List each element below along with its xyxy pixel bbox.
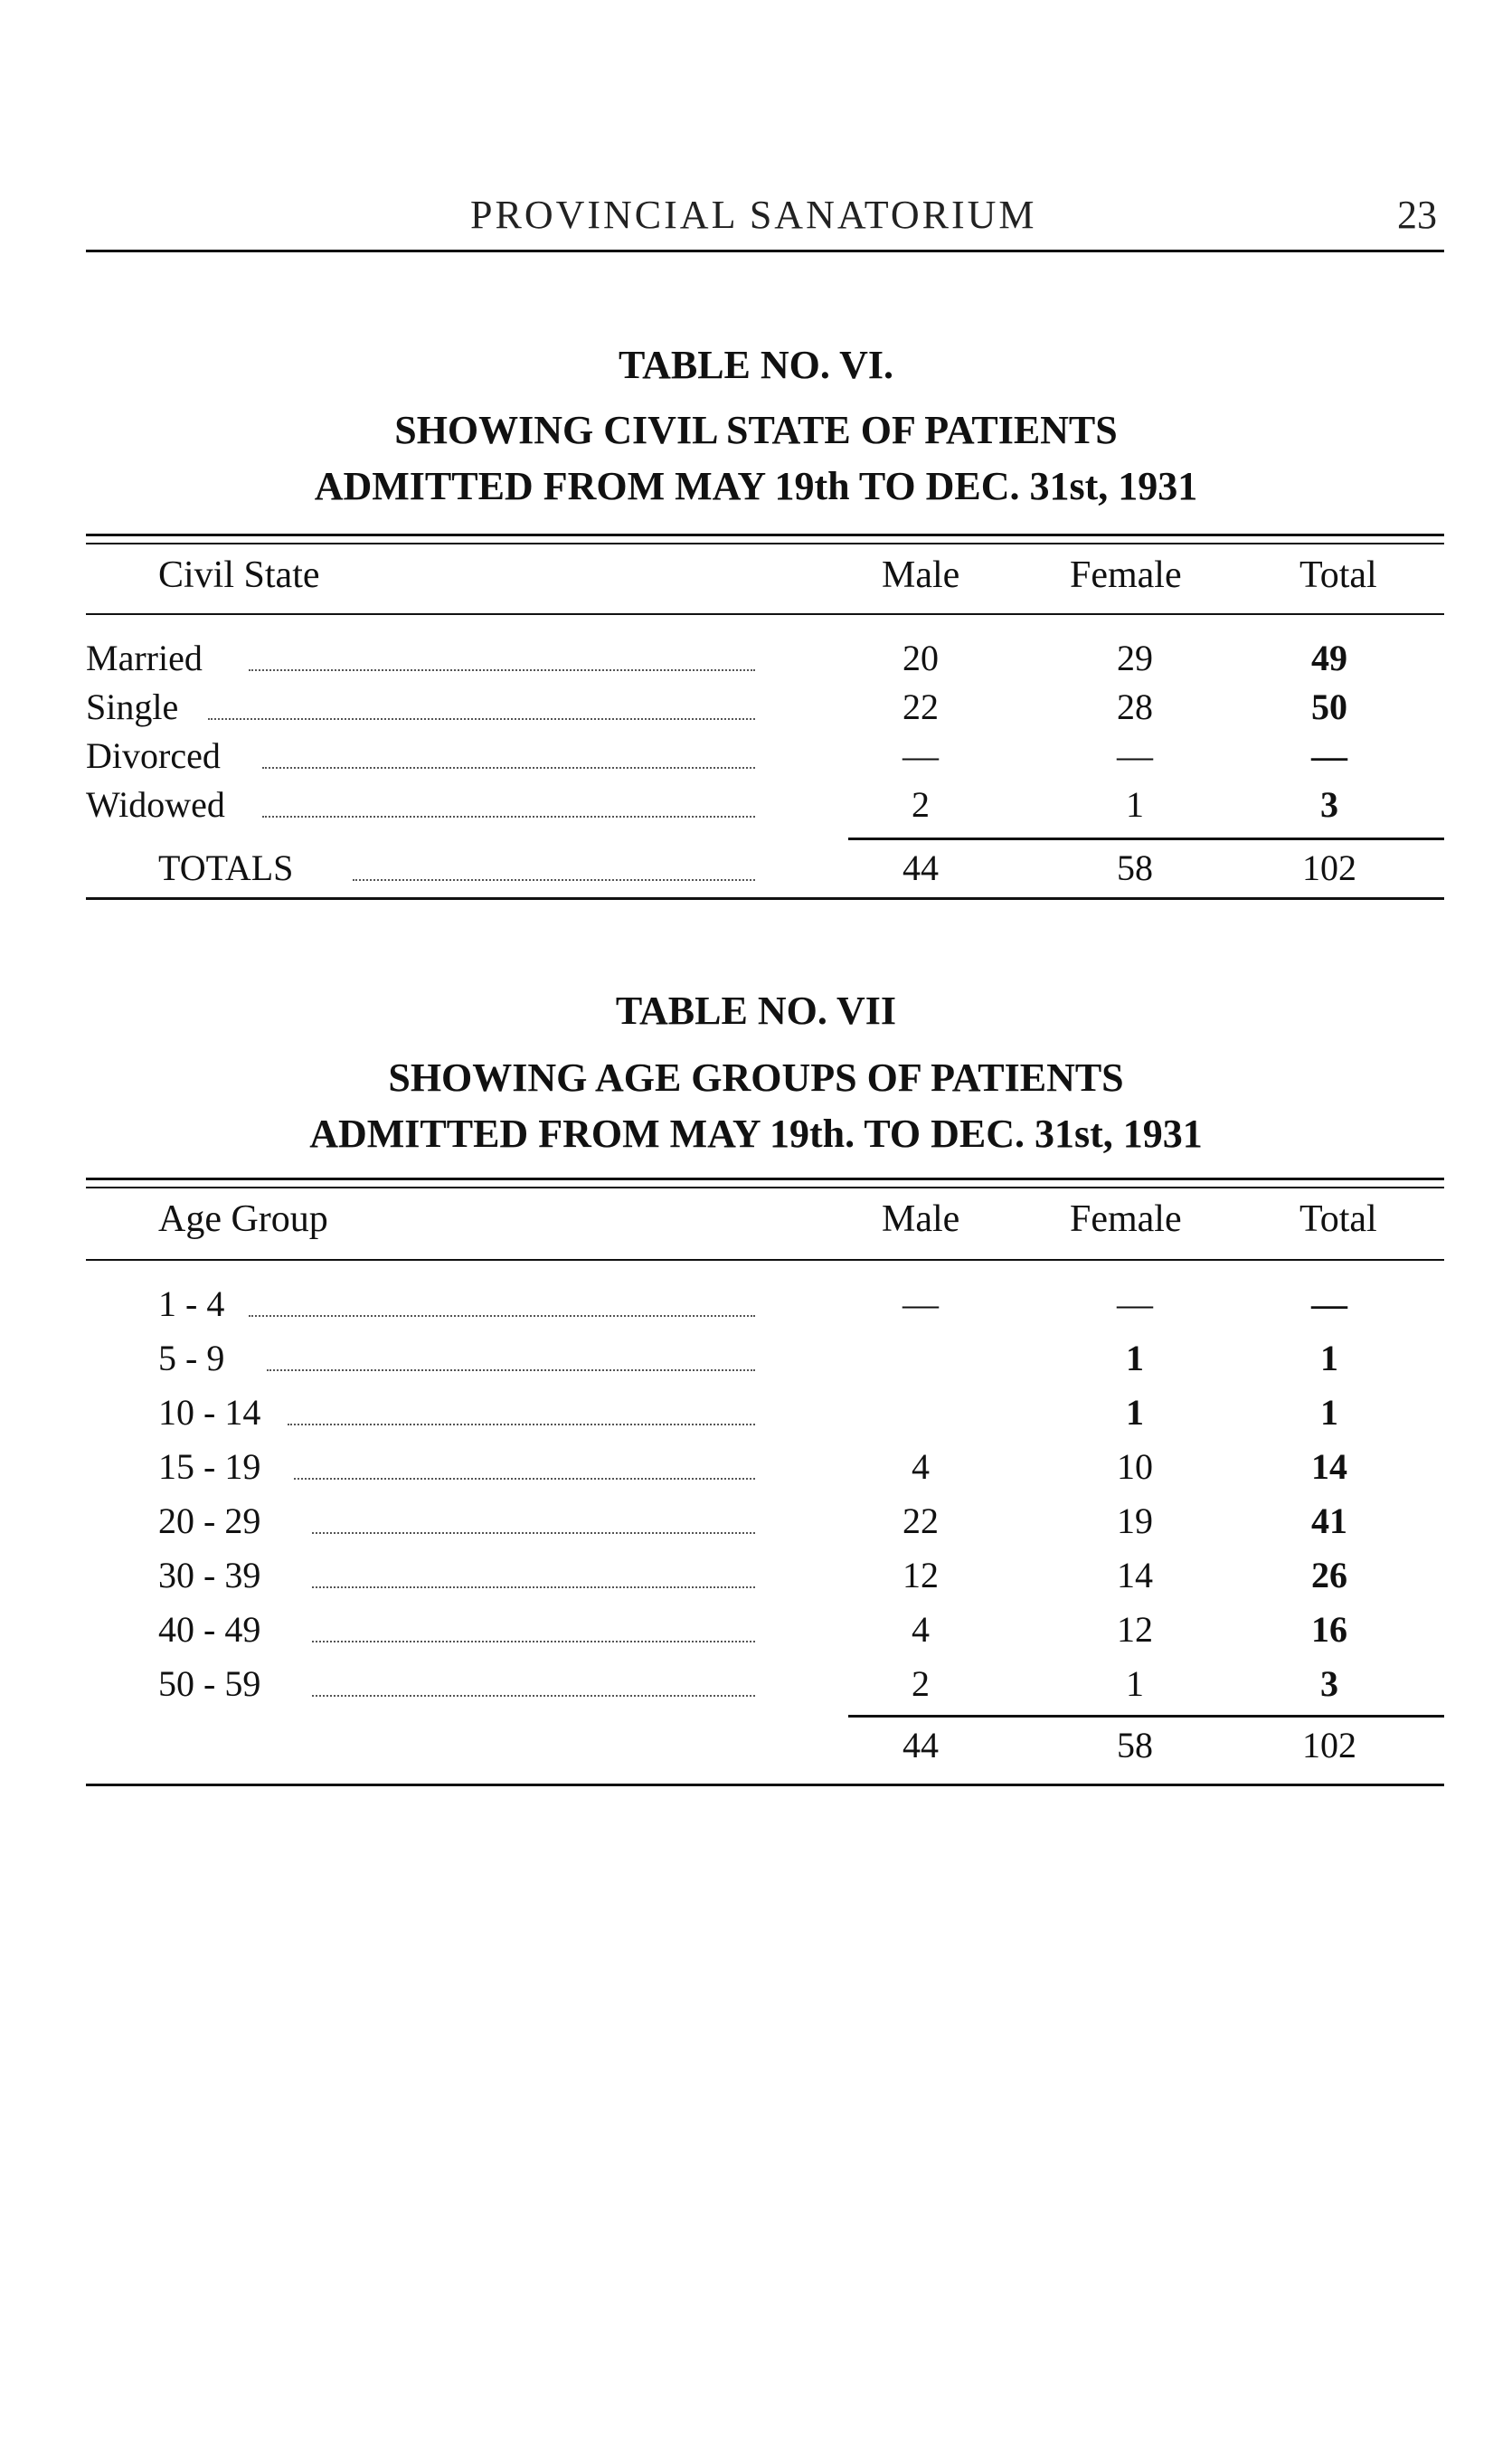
table7-col-female: Female: [1070, 1198, 1182, 1240]
table7-row-label: 10 - 14: [158, 1392, 261, 1433]
table7-cell: 1: [1126, 1663, 1144, 1704]
table6-sum-rule: [848, 838, 1444, 840]
table7-cell: 4: [912, 1609, 930, 1650]
table6-cell: 29: [1117, 638, 1153, 678]
dot-leader: [312, 1641, 755, 1642]
table7-total-cell: 102: [1302, 1725, 1356, 1765]
dot-leader: [288, 1424, 755, 1425]
table7-cell: 26: [1311, 1555, 1347, 1595]
table7-row-label: 30 - 39: [158, 1555, 261, 1595]
table7-cell: 1: [1320, 1392, 1338, 1433]
table7-row-label: 5 - 9: [158, 1338, 225, 1378]
running-title: PROVINCIAL SANATORIUM: [470, 193, 1037, 237]
dot-leader: [249, 669, 755, 671]
table6-cell: 1: [1126, 784, 1144, 825]
dot-leader: [312, 1532, 755, 1534]
table6-row-label: Married: [86, 638, 203, 678]
table7-cell: 12: [902, 1555, 939, 1595]
table7-cell: 4: [912, 1446, 930, 1487]
table6-cell: —: [1311, 735, 1347, 776]
table7-cell: 2: [912, 1663, 930, 1704]
table7-cell: 1: [1126, 1392, 1144, 1433]
table6-cell: 28: [1117, 686, 1153, 727]
table6-cell: 50: [1311, 686, 1347, 727]
table7-cell: 41: [1311, 1500, 1347, 1541]
table7-top-rule-2: [86, 1187, 1444, 1188]
dot-leader: [208, 718, 755, 720]
header-rule: [86, 250, 1444, 252]
table7-cell: —: [902, 1283, 939, 1324]
table6-cell: 3: [1320, 784, 1338, 825]
table7-bottom-rule: [86, 1784, 1444, 1786]
table6-cell: 20: [902, 638, 939, 678]
table7-cell: 22: [902, 1500, 939, 1541]
table6-col-total: Total: [1299, 554, 1377, 596]
table6-cell: —: [902, 735, 939, 776]
table6-totals-label: TOTALS: [158, 847, 294, 888]
table6-row-label: Widowed: [86, 784, 225, 825]
table7-cell: 1: [1126, 1338, 1144, 1378]
table7-top-rule: [86, 1178, 1444, 1180]
table6-cell: 2: [912, 784, 930, 825]
table6-subtitle-2: ADMITTED FROM MAY 19th TO DEC. 31st, 1931: [314, 464, 1198, 508]
table6-top-rule: [86, 534, 1444, 536]
table7-col-label: Age Group: [158, 1198, 328, 1240]
table7-cell: 14: [1311, 1446, 1347, 1487]
dot-leader: [267, 1369, 755, 1371]
table6-cell: 22: [902, 686, 939, 727]
dot-leader: [353, 879, 755, 881]
table6-number: TABLE NO. VI.: [618, 343, 893, 387]
table7-cell: 19: [1117, 1500, 1153, 1541]
table7-cell: 3: [1320, 1663, 1338, 1704]
table6-top-rule-2: [86, 543, 1444, 544]
table7-sum-rule: [848, 1715, 1444, 1718]
table7-col-total: Total: [1299, 1198, 1377, 1240]
table6-col-male: Male: [882, 554, 960, 596]
table7-cell: 1: [1320, 1338, 1338, 1378]
dot-leader: [294, 1478, 755, 1480]
table7-subtitle-2: ADMITTED FROM MAY 19th. TO DEC. 31st, 1931: [309, 1112, 1203, 1156]
table6-row-label: Single: [86, 686, 179, 727]
table7-subtitle-1: SHOWING AGE GROUPS OF PATIENTS: [388, 1055, 1124, 1100]
table7-cell: 14: [1117, 1555, 1153, 1595]
dot-leader: [312, 1586, 755, 1588]
table7-number: TABLE NO. VII: [615, 989, 897, 1033]
table6-cell: —: [1117, 735, 1153, 776]
table7-total-cell: 44: [902, 1725, 939, 1765]
dot-leader: [262, 767, 755, 769]
page-number: 23: [1397, 193, 1437, 237]
dot-leader: [262, 816, 755, 818]
table6-subtitle-1: SHOWING CIVIL STATE OF PATIENTS: [394, 408, 1118, 452]
table7-row-label: 40 - 49: [158, 1609, 261, 1650]
table6-head-rule: [86, 613, 1444, 615]
table7-cell: 12: [1117, 1609, 1153, 1650]
table7-cell: 16: [1311, 1609, 1347, 1650]
table6-cell: 49: [1311, 638, 1347, 678]
dot-leader: [312, 1695, 755, 1697]
table6-total-cell: 58: [1117, 847, 1153, 888]
table7-row-label: 50 - 59: [158, 1663, 261, 1704]
table7-row-label: 20 - 29: [158, 1500, 261, 1541]
table7-col-male: Male: [882, 1198, 960, 1240]
table7-cell: —: [1311, 1283, 1347, 1324]
table7-total-cell: 58: [1117, 1725, 1153, 1765]
table6-col-label: Civil State: [158, 554, 320, 596]
dot-leader: [249, 1315, 755, 1317]
table6-row-label: Divorced: [86, 735, 221, 776]
table6-bottom-rule: [86, 897, 1444, 900]
table7-cell: —: [1117, 1283, 1153, 1324]
table6-total-cell: 102: [1302, 847, 1356, 888]
table7-row-label: 15 - 19: [158, 1446, 261, 1487]
table7-head-rule: [86, 1259, 1444, 1261]
table7-row-label: 1 - 4: [158, 1283, 225, 1324]
table6-col-female: Female: [1070, 554, 1182, 596]
table6-total-cell: 44: [902, 847, 939, 888]
table7-cell: 10: [1117, 1446, 1153, 1487]
